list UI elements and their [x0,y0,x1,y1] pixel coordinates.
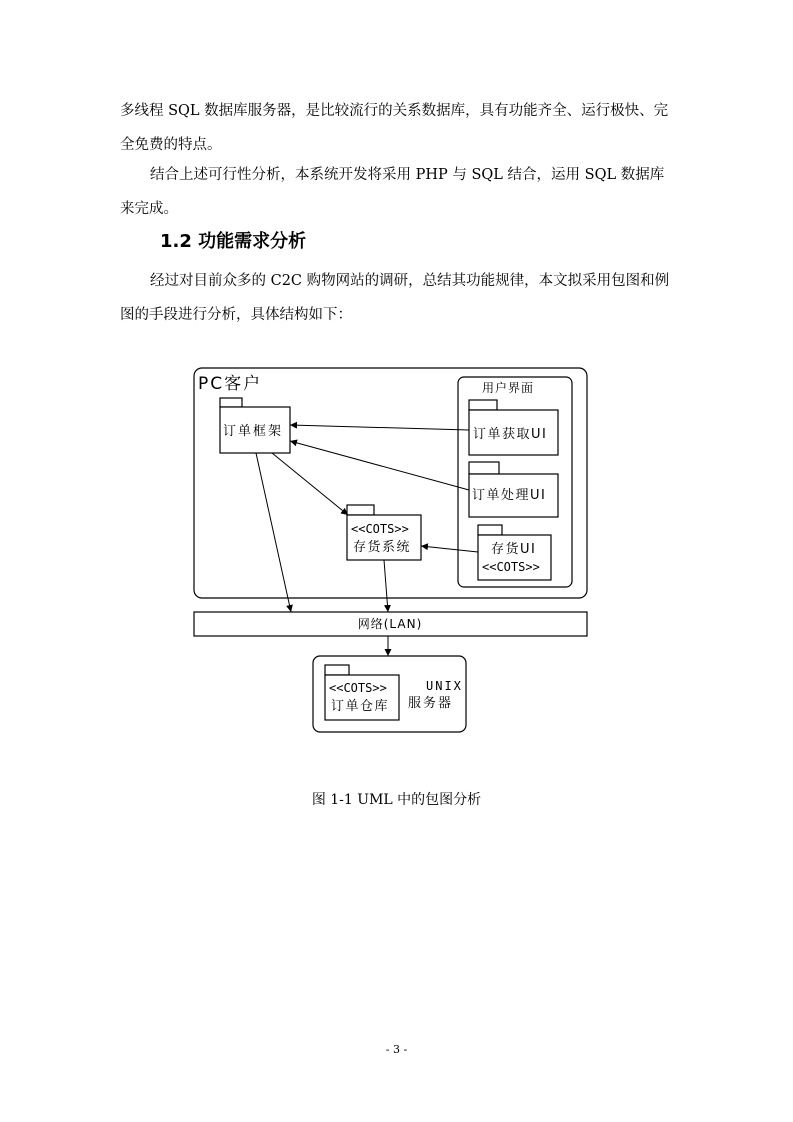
inventory-system-stereotype: <<COTS>> [351,522,409,536]
paragraph-1: 多线程 SQL 数据库服务器，是比较流行的关系数据库，具有功能齐全、运行极快、完全免费的特点。 [120,103,669,153]
inventory-system-label: 存货系统 [353,540,412,555]
order-process-ui-tab [469,462,499,474]
inventory-ui-stereotype: <<COTS>> [482,560,540,574]
server-label: 服务器 [408,696,454,711]
inventory-ui-label: 存货UI [491,542,537,557]
order-repo-stereotype: <<COTS>> [329,681,387,695]
order-fetch-ui-tab [469,400,497,410]
network-label: 网络(LAN) [357,617,423,631]
order-repo-label: 订单仓库 [331,699,390,714]
section-heading: 1.2 功能需求分析 [160,231,307,252]
unix-label: UNIX [426,679,463,693]
figure-caption: 图 1-1 UML 中的包图分析 [311,792,482,808]
inventory-system-tab [347,505,374,515]
paragraph-3: 经过对目前众多的 C2C 购物网站的调研，总结其功能规律，本文拟采用包图和例图的手段进行分析，具体结构如下： [120,273,670,323]
page-number: - 3 - [385,1043,408,1056]
pc-client-label: PC客户 [198,374,263,394]
order-process-ui-label: 订单处理UI [472,488,547,503]
inventory-ui-tab [478,525,502,535]
order-framework-tab [220,398,242,407]
order-repo-tab [325,665,349,675]
paragraph-2: 结合上述可行性分析，本系统开发将采用 PHP 与 SQL 结合，运用 SQL 数据库来完成。 [120,167,665,217]
order-fetch-ui-label: 订单获取UI [473,427,548,442]
order-framework-label: 订单框架 [223,424,284,439]
user-interface-label: 用户界面 [482,381,535,395]
